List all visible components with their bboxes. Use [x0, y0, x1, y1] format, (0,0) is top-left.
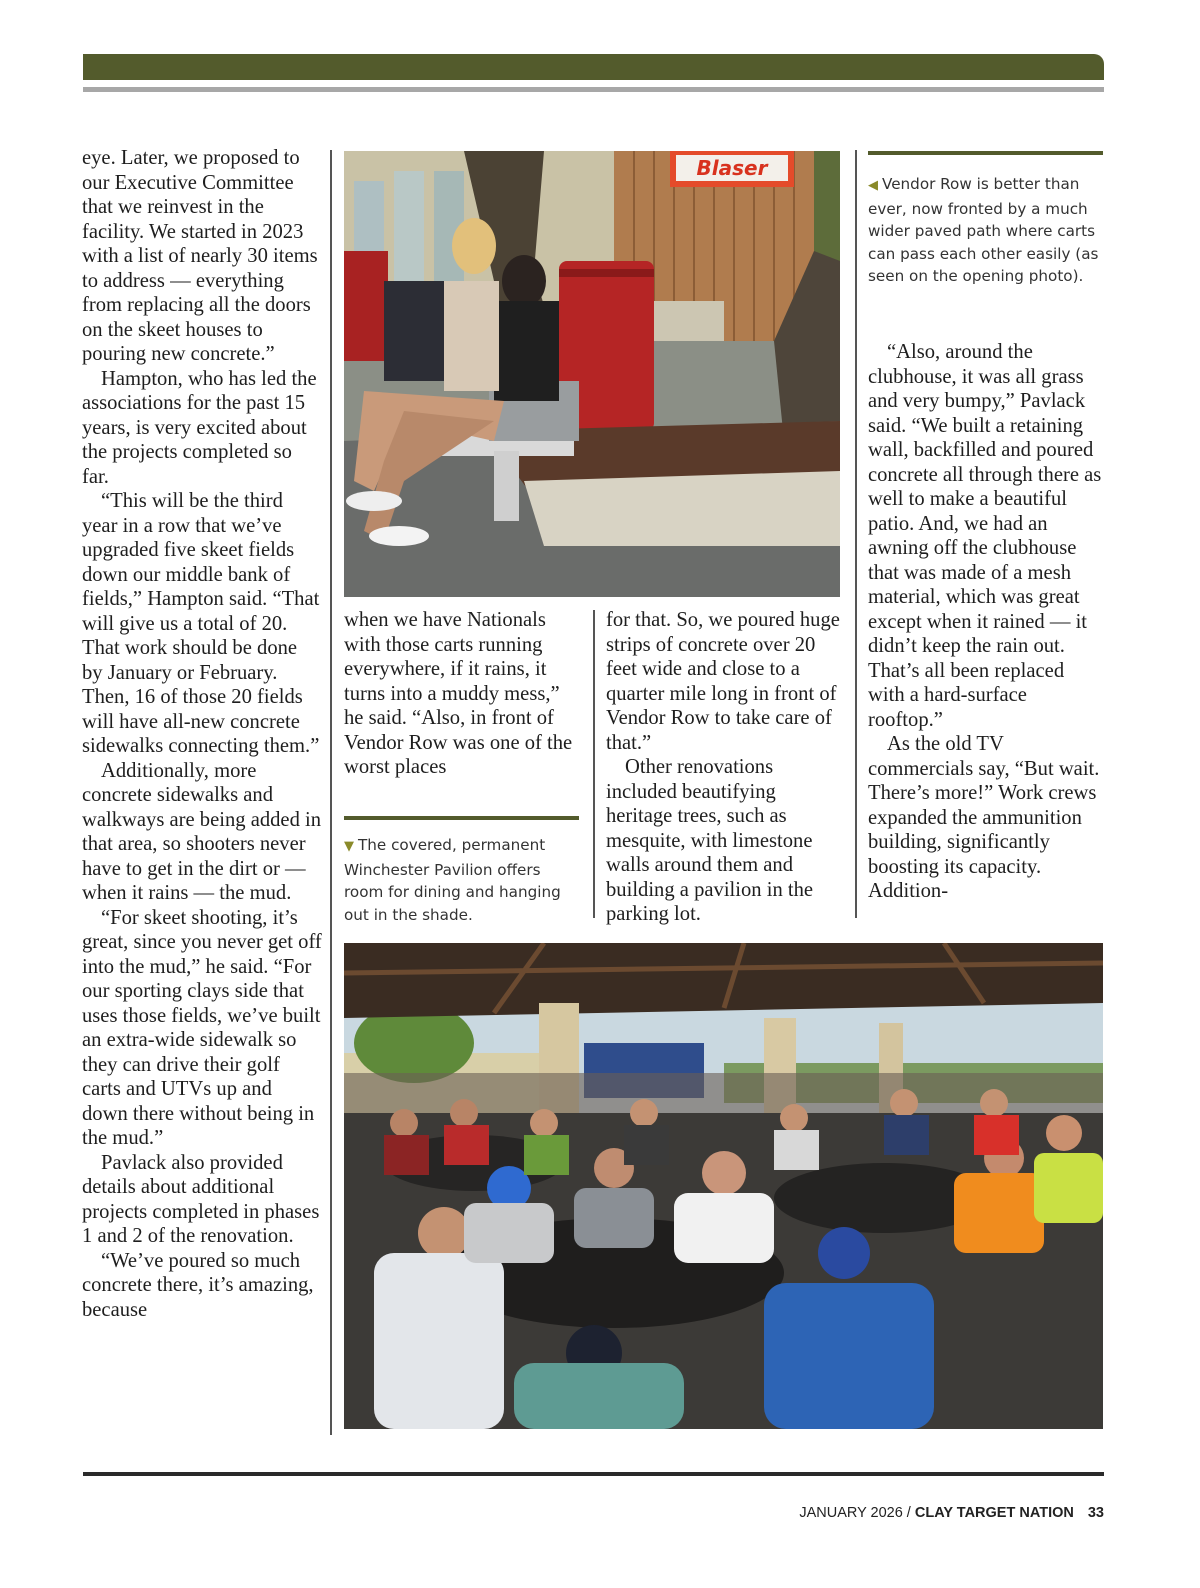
- paragraph: eye. Later, we proposed to our Executive Committee that we reinvest in the facility. We started in 2023 with a list of nearly 30 items to address — everything from replacing all the doors on the skeet houses to pouring new concrete.”: [82, 147, 318, 365]
- column-divider: [855, 150, 857, 918]
- body-column-3: [606, 608, 846, 927]
- paragraph: Additionally, more concrete sidewalks and walkways are being added in that area, so shooters never have to get in the dirt or — when it rains — the mud.: [82, 759, 322, 904]
- pavilion-photo: [344, 943, 1103, 1429]
- vendor-row-caption-text: Vendor Row is better than ever, now fronted by a much wider paved path where carts can pass each other easily (as seen on the opening photo).: [868, 175, 1099, 285]
- arrow-down-icon: ▼: [344, 839, 354, 854]
- column-divider: [593, 610, 595, 918]
- body-column-2: [344, 608, 584, 780]
- body-column-1: [82, 146, 322, 1322]
- pavilion-caption: [344, 834, 580, 926]
- paragraph: “This will be the third year in a row that we’ve upgraded five skeet fields down our middle bank of fields,” Hampton said. “That will give us a total of 20. That work should be done by January or February. Then, 16 of those 20 fields will have all-new concrete sidewalks connecting them.”: [82, 490, 320, 757]
- paragraph: “Also, around the clubhouse, it was all grass and very bumpy,” Pavlack said. “We built a retaining wall, backfilled and poured concrete all through there as well to make a beautiful patio. And, we had an awning off the clubhouse that was made of a mesh material, which was great except when it rained — it didn’t keep the rain out. That’s all been replaced with a hard-surface rooftop.”: [868, 341, 1102, 731]
- paragraph: for that. So, we poured huge strips of concrete over 20 feet wide and close to a quarter mile long in front of Vendor Row to take care of that.”: [606, 609, 840, 754]
- caption-rule: [868, 151, 1103, 155]
- page-footer: [799, 1505, 1104, 1521]
- vendor-row-photo: [344, 151, 840, 597]
- caption-rule: [344, 816, 579, 820]
- blaser-sign-text: Blaser: [696, 156, 768, 180]
- pavilion-caption-text: The covered, permanent Winchester Pavilion offers room for dining and hanging out in the shade.: [344, 836, 561, 924]
- paragraph: Pavlack also provided details about additional projects completed in phases 1 and 2 of the renovation.: [82, 1151, 320, 1247]
- column-divider: [330, 150, 332, 1435]
- header-rule: [83, 87, 1104, 92]
- vendor-row-caption: [868, 173, 1104, 288]
- paragraph: “For skeet shooting, it’s great, since you never get off into the mud,” he said. “For our sporting clays side that uses those fields, we’ve built an extra-wide sidewalk so they can drive their golf carts and UTVs up and down there without being in the mud.”: [82, 906, 322, 1149]
- magazine-title: CLAY TARGET NATION: [914, 1505, 1074, 1521]
- page-number: 33: [1087, 1505, 1104, 1521]
- header-band: [83, 54, 1104, 80]
- vendor-row-photo-art: [344, 151, 840, 597]
- body-column-4: [868, 340, 1102, 904]
- pavilion-photo-art: [344, 943, 1103, 1429]
- paragraph: Other renovations included beautifying heritage trees, such as mesquite, with limestone walls around them and building a pavilion in the parking lot.: [606, 756, 814, 925]
- paragraph: when we have Nationals with those carts running everywhere, if it rains, it turns into a muddy mess,” he said. “Also, in front of Vendor Row was one of the worst places: [344, 609, 573, 778]
- paragraph: As the old TV commercials say, “But wait. There’s more!” Work crews expanded the ammunition building, significantly boosting its capacity. Addition-: [868, 733, 1100, 902]
- paragraph: Hampton, who has led the associations for the past 15 years, is very excited about the projects completed so far.: [82, 367, 317, 488]
- paragraph: “We’ve poured so much concrete there, it’s amazing, because: [82, 1249, 314, 1321]
- footer-separator: /: [902, 1505, 915, 1521]
- footer-rule: [83, 1472, 1104, 1476]
- arrow-left-icon: ◀: [868, 178, 878, 193]
- issue-date: JANUARY 2026: [799, 1505, 903, 1521]
